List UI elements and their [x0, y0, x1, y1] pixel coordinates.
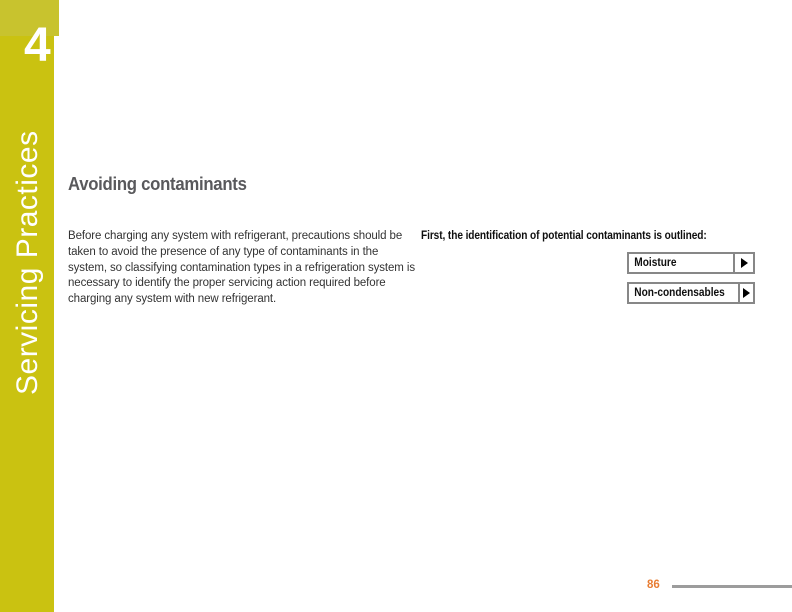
play-arrow-icon	[733, 254, 753, 272]
moisture-button[interactable]	[627, 252, 755, 274]
sidebar	[0, 0, 54, 612]
chapter-number: 4	[24, 19, 50, 72]
footer-rule	[672, 585, 792, 588]
chapter-title-vertical: Servicing Practices	[11, 130, 44, 395]
non-condensables-button[interactable]	[627, 282, 755, 304]
page-number: 86	[647, 579, 660, 591]
non-condensables-button-label: Non-condensables	[634, 287, 725, 299]
play-arrow-icon	[738, 284, 753, 302]
triangle-glyph	[743, 288, 750, 298]
triangle-glyph	[741, 258, 748, 268]
page-title: Avoiding contaminants	[68, 174, 247, 194]
callout-heading: First, the identification of potential contaminants is outlined:	[421, 230, 707, 242]
intro-paragraph: Before charging any system with refrigerant, precautions should be taken to avoid the presence of any type of contaminants in the system, so classifying contamination types in a refrigeration system is necessary to identify the proper servicing action required before charging any system with new refrigerant.	[68, 230, 415, 306]
topic-button-stack	[627, 252, 755, 312]
moisture-button-label: Moisture	[634, 257, 677, 269]
